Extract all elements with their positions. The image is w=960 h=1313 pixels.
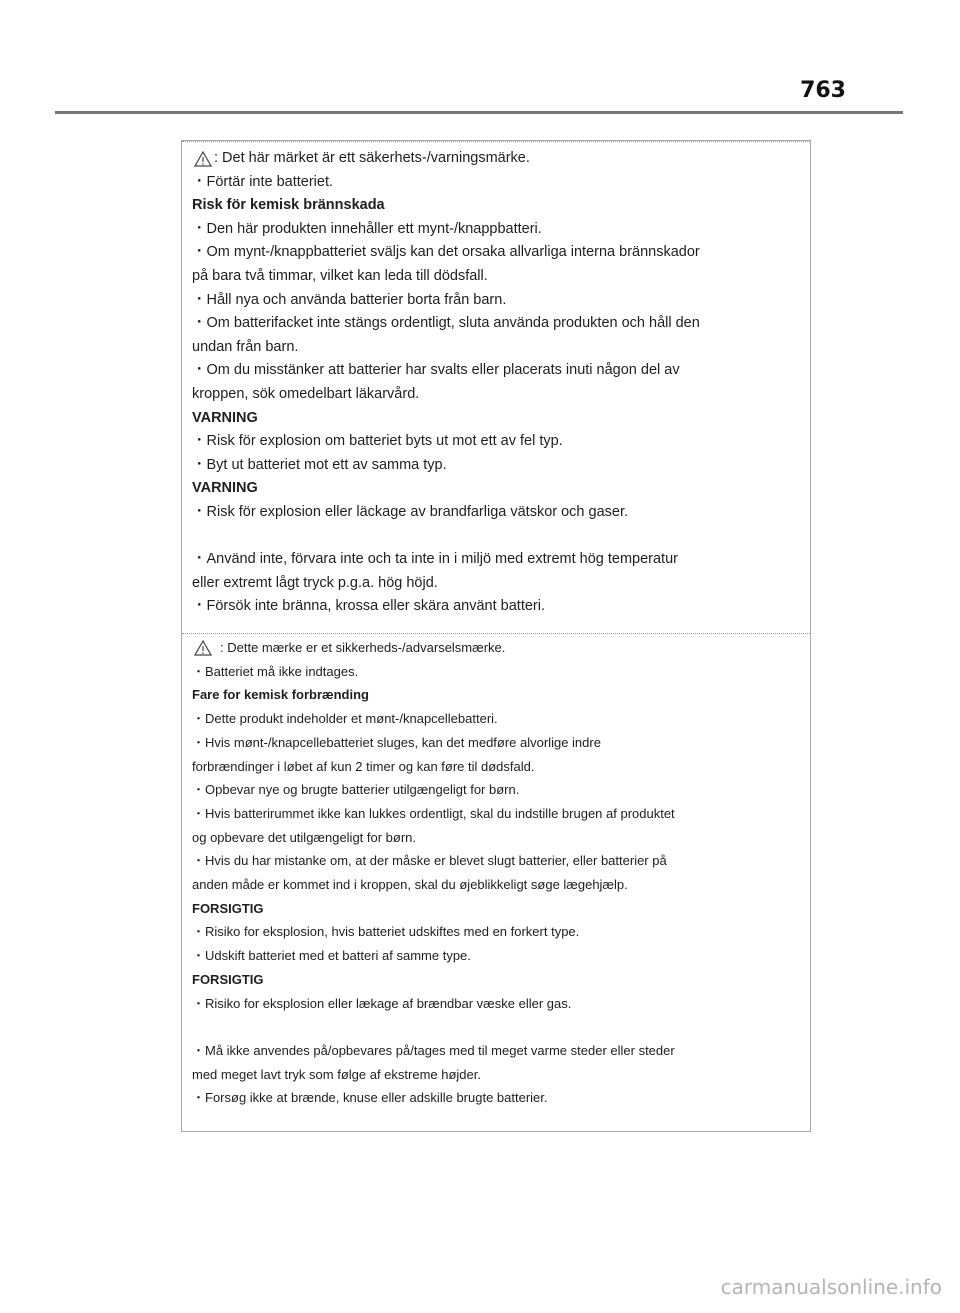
danish-intro — [192, 636, 802, 660]
swedish-line: ・Om mynt-/knappbatteriet sväljs kan det orsaka allvarliga interna brännskador — [192, 244, 700, 261]
blank-line — [192, 525, 802, 549]
swedish-heading: VARNING — [192, 409, 258, 426]
swedish-line: undan från barn. — [192, 338, 299, 355]
page-number: 763 — [800, 78, 846, 103]
swedish-line: ・Den här produkten innehåller ett mynt-/knappbatteri. — [192, 220, 542, 237]
swedish-heading: Risk för kemisk brännskada — [192, 197, 385, 214]
danish-line: ・Hvis mønt-/knapcellebatteriet sluges, kan det medføre alvorlige indre — [192, 734, 601, 750]
danish-line: ・Dette produkt indeholder et mønt-/knapcellebatteri. — [192, 711, 498, 727]
swedish-heading: VARNING — [192, 480, 258, 497]
warning-triangle-icon — [194, 151, 212, 167]
swedish-line: ・Byt ut batteriet mot ett av samma typ. — [192, 456, 447, 473]
blank-line — [192, 1015, 802, 1039]
danish-heading: Fare for kemisk forbrænding — [192, 687, 369, 703]
swedish-intro-text: : Det här märket är ett säkerhets-/varningsmärke. — [214, 150, 530, 166]
swedish-line: ・Om du misstänker att batterier har svalts eller placerats inuti någon del av — [192, 362, 680, 379]
danish-line: og opbevare det utilgængeligt for børn. — [192, 829, 417, 845]
danish-line: ・Hvis du har mistanke om, at der måske er blevet slugt batterier, eller batterier på — [192, 853, 667, 869]
danish-line: ・Udskift batteriet med et batteri af samme type. — [192, 948, 471, 964]
swedish-line: ・Förtär inte batteriet. — [192, 173, 334, 190]
danish-line: anden måde er kommet ind i kroppen, skal du øjeblikkeligt søge lægehjælp. — [192, 877, 628, 893]
danish-line: ・Forsøg ikke at brænde, knuse eller adskille brugte batterier. — [192, 1090, 548, 1106]
danish-section — [182, 633, 810, 1131]
swedish-line: kroppen, sök omedelbart läkarvård. — [192, 385, 420, 402]
danish-line: ・Risiko for eksplosion eller lækage af brændbar væske eller gas. — [192, 995, 572, 1011]
swedish-section — [182, 141, 810, 633]
danish-line: forbrændinger i løbet af kun 2 timer og kan føre til dødsfald. — [192, 758, 535, 774]
header-rule — [55, 111, 903, 114]
swedish-line: ・Om batterifacket inte stängs ordentligt, sluta använda produkten och håll den — [192, 315, 700, 332]
swedish-line: ・Risk för explosion eller läckage av brandfarliga vätskor och gaser. — [192, 503, 629, 520]
danish-line: med meget lavt tryk som følge af ekstreme højder. — [192, 1066, 481, 1082]
swedish-line: ・Använd inte, förvara inte och ta inte in i miljö med extremt hög temperatur — [192, 551, 678, 568]
danish-heading: FORSIGTIG — [192, 900, 264, 916]
watermark: carmanualsonline.info — [720, 1275, 942, 1299]
swedish-line: eller extremt lågt tryck p.g.a. hög höjd. — [192, 574, 438, 591]
swedish-line: ・Risk för explosion om batteriet byts ut mot ett av fel typ. — [192, 433, 563, 450]
danish-intro-text: : Dette mærke er et sikkerheds-/advarselsmærke. — [220, 640, 506, 655]
battery-warning-box — [181, 140, 811, 1132]
swedish-line: ・Håll nya och använda batterier borta från barn. — [192, 291, 507, 308]
danish-line: ・Opbevar nye og brugte batterier utilgængeligt for børn. — [192, 782, 520, 798]
warning-triangle-icon — [194, 640, 212, 656]
swedish-intro — [192, 147, 802, 171]
swedish-line: ・Försök inte bränna, krossa eller skära använt batteri. — [192, 598, 545, 615]
swedish-line: på bara två timmar, vilket kan leda till dödsfall. — [192, 267, 488, 284]
danish-line: ・Hvis batterirummet ikke kan lukkes ordentligt, skal du indstille brugen af produktet — [192, 805, 675, 821]
danish-line: ・Må ikke anvendes på/opbevares på/tages med til meget varme steder eller steder — [192, 1042, 675, 1058]
danish-heading: FORSIGTIG — [192, 971, 264, 987]
danish-line: ・Batteriet må ikke indtages. — [192, 663, 359, 679]
danish-line: ・Risiko for eksplosion, hvis batteriet udskiftes med en forkert type. — [192, 924, 580, 940]
